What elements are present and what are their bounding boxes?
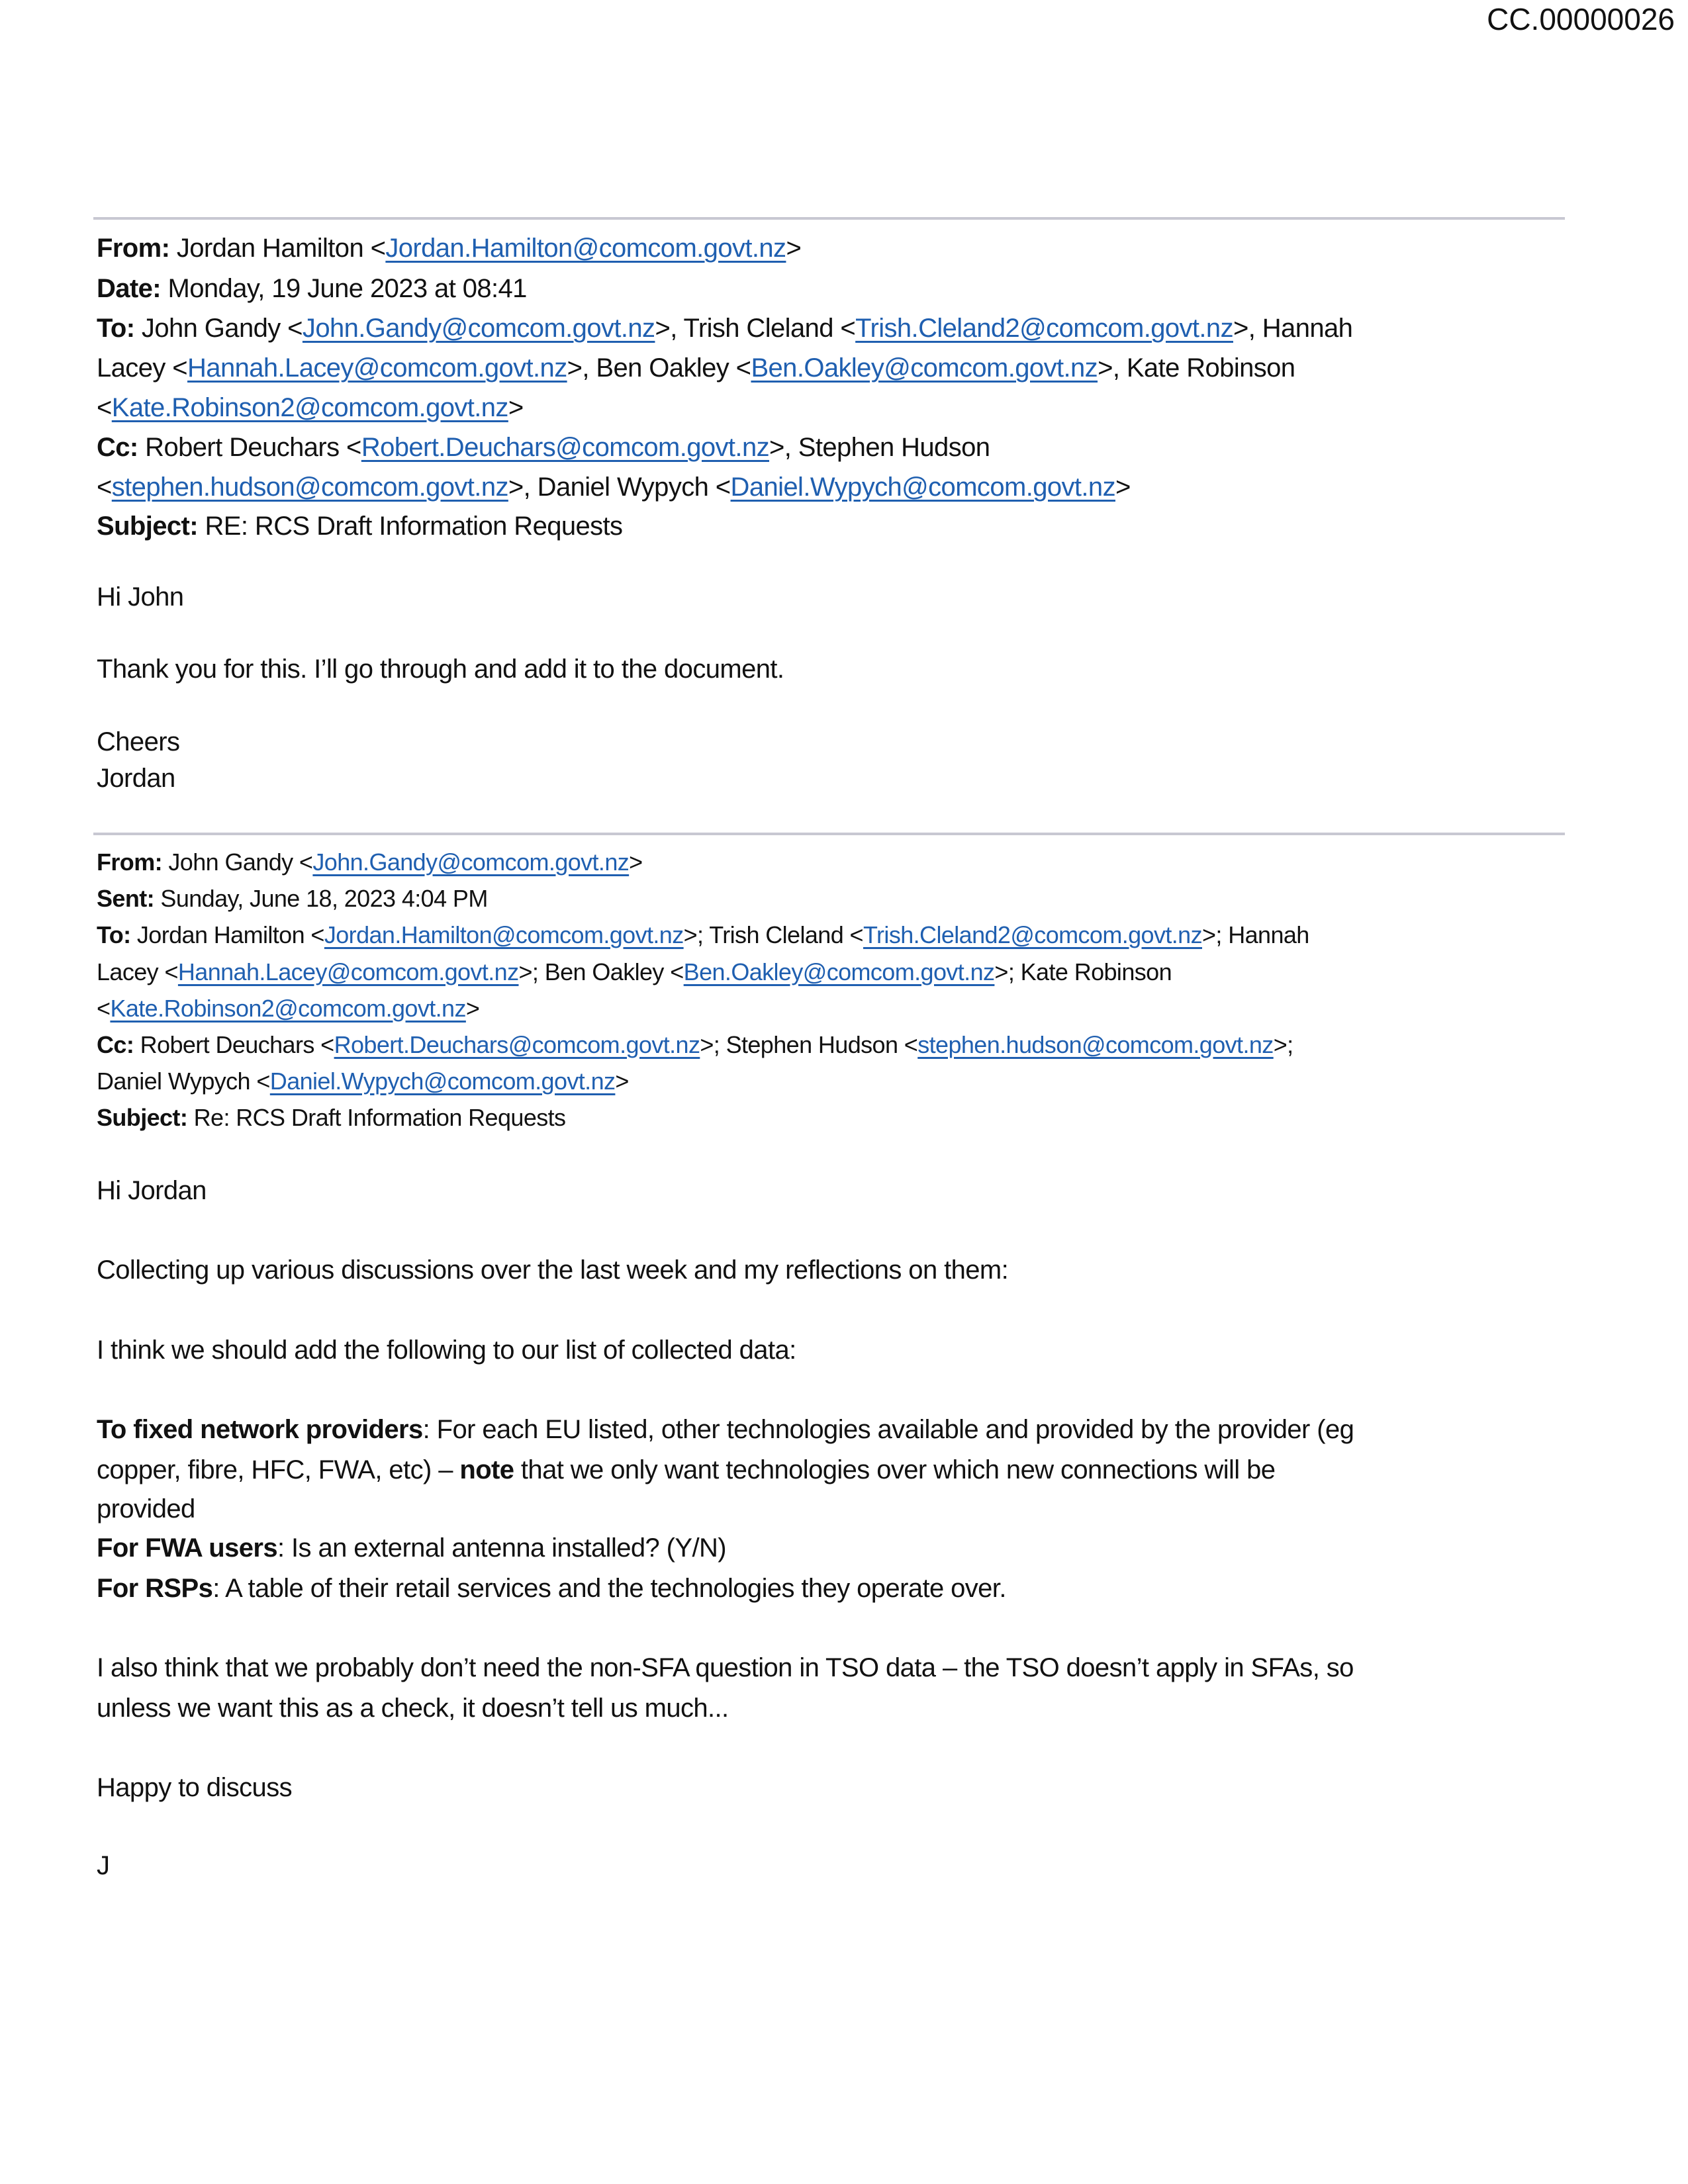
body-paragraph <box>97 1450 1275 1490</box>
text: >; <box>1273 1030 1293 1058</box>
text: Hi John <box>97 582 184 612</box>
email-link[interactable]: stephen.hudson@comcom.govt.nz <box>917 1030 1274 1058</box>
email-link[interactable]: Trish.Cleland2@comcom.govt.nz <box>863 921 1202 948</box>
sent-line <box>97 880 488 917</box>
text: Hi Jordan <box>97 1176 207 1205</box>
text: I think we should add the following to our list of collected data: <box>97 1336 796 1365</box>
text: > <box>465 994 480 1022</box>
field-label: From: <box>97 234 170 263</box>
signature <box>97 1846 109 1886</box>
text: Cheers <box>97 727 180 756</box>
text: : A table of their retail services and the technologies they operate over. <box>212 1574 1006 1603</box>
text: >, Ben Oakley < <box>567 353 751 383</box>
body-paragraph <box>97 1250 1008 1290</box>
text: unless we want this as a check, it doesn’t tell us much... <box>97 1694 729 1723</box>
email-link[interactable]: stephen.hudson@comcom.govt.nz <box>111 473 508 502</box>
field-label: Subject: <box>97 512 198 541</box>
text: that we only want technologies over which new connections will be <box>514 1455 1276 1484</box>
text: provided <box>97 1494 195 1524</box>
text: : For each EU listed, other technologies available and provided by the provider (eg <box>422 1415 1354 1444</box>
cc-line <box>97 1026 1293 1063</box>
text: Robert Deuchars < <box>134 1030 334 1058</box>
email-link[interactable]: John.Gandy@comcom.govt.nz <box>312 848 630 876</box>
to-line-cont <box>97 990 479 1026</box>
text: J <box>97 1851 110 1880</box>
body-paragraph <box>97 1648 1354 1688</box>
quoted-message-divider <box>93 833 1565 835</box>
field-label: note <box>459 1455 514 1484</box>
subject-line <box>97 1099 565 1136</box>
text: > <box>629 848 643 876</box>
email-link[interactable]: Jordan.Hamilton@comcom.govt.nz <box>324 921 684 948</box>
document-control-number: CC.00000026 <box>1487 2 1675 36</box>
field-label: For RSPs <box>97 1574 213 1603</box>
text: Sunday, June 18, 2023 4:04 PM <box>154 884 488 912</box>
body-paragraph <box>97 1768 292 1807</box>
text: >, Trish Cleland < <box>655 314 856 343</box>
text: John Gandy < <box>162 848 313 876</box>
text: > <box>1115 473 1131 502</box>
text: copper, fibre, HFC, FWA, etc) – <box>97 1455 460 1484</box>
body-paragraph <box>97 1569 1006 1608</box>
to-line-cont <box>97 388 524 428</box>
date-line <box>97 269 527 308</box>
email-link[interactable]: Daniel.Wypych@comcom.govt.nz <box>269 1067 616 1095</box>
text: John Gandy < <box>134 314 303 343</box>
from-line <box>97 228 801 268</box>
text: >, Daniel Wypych < <box>508 473 731 502</box>
field-label: From: <box>97 848 162 876</box>
body-paragraph <box>97 1330 796 1370</box>
email-link[interactable]: Robert.Deuchars@comcom.govt.nz <box>334 1030 700 1058</box>
text: >; Ben Oakley < <box>518 958 684 985</box>
text: >, Stephen Hudson <box>769 433 990 462</box>
email-link[interactable]: Ben.Oakley@comcom.govt.nz <box>751 353 1098 383</box>
email-link[interactable]: Kate.Robinson2@comcom.govt.nz <box>111 393 508 422</box>
to-line-cont <box>97 954 1172 990</box>
text: > <box>786 234 802 263</box>
text: : Is an external antenna installed? (Y/N) <box>277 1533 727 1563</box>
email-link[interactable]: Daniel.Wypych@comcom.govt.nz <box>730 473 1115 502</box>
text: RE: RCS Draft Information Requests <box>198 512 623 541</box>
text: I also think that we probably don’t need the non-SFA question in TSO data – the TSO doesn’t apply in SFAs, so <box>97 1653 1354 1682</box>
text: Happy to discuss <box>97 1773 292 1802</box>
greeting <box>97 1171 207 1210</box>
to-line <box>97 917 1309 953</box>
email-link[interactable]: Robert.Deuchars@comcom.govt.nz <box>361 433 769 462</box>
text: Jordan <box>97 764 175 793</box>
body-paragraph <box>97 1489 195 1529</box>
text: Jordan Hamilton < <box>169 234 386 263</box>
text: Lacey < <box>97 353 188 383</box>
text: < <box>97 994 111 1022</box>
body-paragraph <box>97 649 784 689</box>
field-label: To: <box>97 314 135 343</box>
cc-line-cont <box>97 467 1131 507</box>
text: < <box>97 393 112 422</box>
text: > <box>508 393 524 422</box>
text: Re: RCS Draft Information Requests <box>187 1103 566 1131</box>
field-label: Cc: <box>97 1030 134 1058</box>
text: Thank you for this. I’ll go through and add it to the document. <box>97 655 784 684</box>
greeting <box>97 577 183 617</box>
text: Jordan Hamilton < <box>130 921 324 948</box>
email-link[interactable]: Jordan.Hamilton@comcom.govt.nz <box>385 234 786 263</box>
email-link[interactable]: Kate.Robinson2@comcom.govt.nz <box>110 994 466 1022</box>
text: >; Stephen Hudson < <box>700 1030 918 1058</box>
field-label: Cc: <box>97 433 138 462</box>
signature <box>97 758 175 798</box>
from-line <box>97 844 643 880</box>
cc-line <box>97 428 990 467</box>
text: Monday, 19 June 2023 at 08:41 <box>161 274 527 303</box>
to-line-cont <box>97 348 1295 388</box>
email-link[interactable]: John.Gandy@comcom.govt.nz <box>302 314 655 343</box>
body-paragraph <box>97 1410 1354 1449</box>
field-label: To fixed network providers <box>97 1415 423 1444</box>
text: Robert Deuchars < <box>138 433 361 462</box>
to-line <box>97 308 1352 348</box>
text: >; Hannah <box>1202 921 1309 948</box>
field-label: To: <box>97 921 131 948</box>
signoff <box>97 722 179 762</box>
field-label: Sent: <box>97 884 155 912</box>
text: >; Trish Cleland < <box>683 921 863 948</box>
subject-line <box>97 506 622 546</box>
field-label: For FWA users <box>97 1533 277 1563</box>
field-label: Date: <box>97 274 162 303</box>
header-divider <box>93 217 1565 220</box>
text: >, Hannah <box>1233 314 1353 343</box>
text: >, Kate Robinson <box>1098 353 1295 383</box>
text: >; Kate Robinson <box>994 958 1172 985</box>
text: Daniel Wypych < <box>97 1067 270 1095</box>
body-paragraph <box>97 1688 729 1728</box>
text: Lacey < <box>97 958 178 985</box>
field-label: Subject: <box>97 1103 188 1131</box>
text: > <box>615 1067 629 1095</box>
body-paragraph <box>97 1528 726 1568</box>
text: Collecting up various discussions over the last week and my reflections on them: <box>97 1255 1009 1285</box>
cc-line-cont <box>97 1063 629 1099</box>
email-link[interactable]: Hannah.Lacey@comcom.govt.nz <box>187 353 567 383</box>
email-link[interactable]: Trish.Cleland2@comcom.govt.nz <box>855 314 1233 343</box>
email-link[interactable]: Hannah.Lacey@comcom.govt.nz <box>177 958 519 985</box>
text: < <box>97 473 112 502</box>
email-link[interactable]: Ben.Oakley@comcom.govt.nz <box>683 958 995 985</box>
